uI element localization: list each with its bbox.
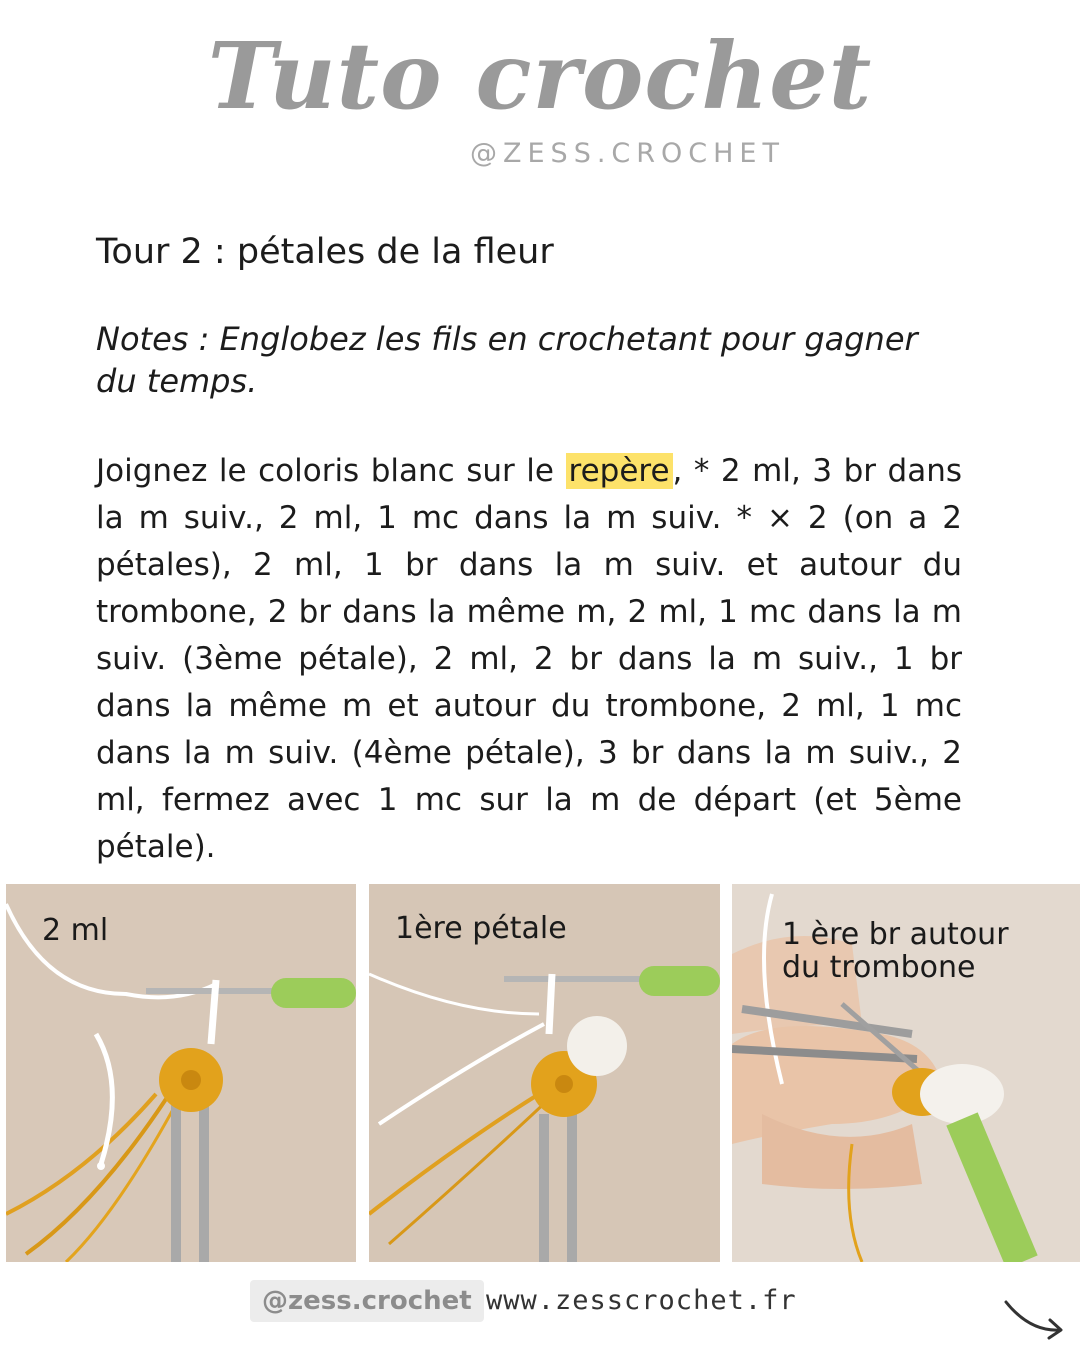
instructions-part-1: Joignez le coloris blanc sur le	[96, 453, 566, 489]
footer-badge: @zess.crochet	[250, 1280, 484, 1322]
photo-2-caption: 1ère pétale	[395, 911, 567, 946]
notes-text: Notes : Englobez les fils en crochetant pour gagner du temps.	[96, 320, 918, 400]
photo-step-3	[732, 884, 1080, 1262]
photo-step-2	[369, 884, 720, 1262]
instagram-handle: @ZESS.CROCHET	[470, 138, 785, 169]
instructions-part-2: , * 2 ml, 3 br dans la m suiv., 2 ml, 1 mc dans la m suiv. * × 2 (on a 2 pétales), 2 ml, 1 br dans la m suiv. et autour du trombone, 2 br dans la même m, 2 ml, 1 mc dans la m suiv. (3ème pétale), 2 ml, 2 br dans la m suiv., 1 br dans la même m et autour du trombone, 2 ml, 1 mc dans la m suiv. (4ème pétale), 3 br dans la m suiv., 2 ml, fermez avec 1 mc sur la m de départ (et 5ème pétale).	[96, 453, 962, 865]
photo-3-caption-line-2: du trombone	[782, 950, 976, 985]
highlighted-word: repère	[566, 453, 673, 489]
next-arrow-icon[interactable]	[1000, 1294, 1070, 1344]
instructions-text	[96, 448, 962, 871]
photo-step-1	[6, 884, 356, 1262]
page-title: Tuto crochet	[207, 22, 873, 130]
photo-1-caption: 2 ml	[42, 913, 109, 948]
round-heading: Tour 2 : pétales de la fleur	[96, 232, 554, 272]
photo-3-caption-line-1: 1 ère br autour	[782, 917, 1009, 952]
website-link[interactable]: www.zesscrochet.fr	[486, 1285, 797, 1316]
